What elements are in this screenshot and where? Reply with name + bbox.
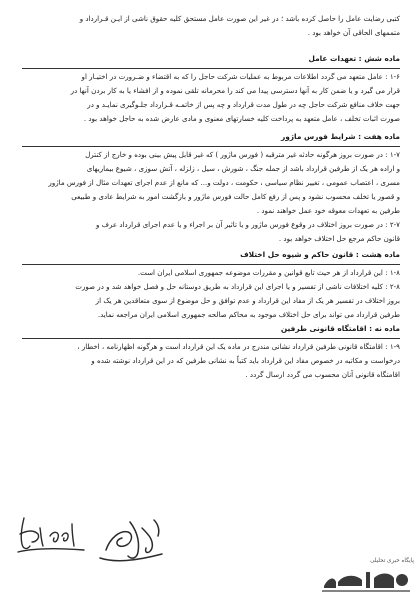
text-line: ۱-۸ : این قرارداد از هر حیث تابع قوانین و مقررات موضوعه جمهوری اسلامی ایران است.	[137, 268, 400, 277]
intro-paragraph	[22, 12, 400, 40]
text-line: طرفین به تعهدات معوقه خود عمل خواهند نمود .	[256, 206, 400, 215]
text-line: طرفین قرارداد می تواند برای حل اختلاف موجود به محاکم صالحه جمهوری اسلامی ایران مراجعه نماید.	[97, 310, 400, 319]
text-line: قانون حاکم مرجع حل اختلاف خواهد بود .	[278, 234, 400, 243]
text-line: ۱-۶ : عامل متعهد می گردد اطلاعات مربوط به عملیات شرکت حاجل را که به اقتضاء و ضـرورت در اختیـار او	[81, 72, 400, 81]
text-line: متممهای الحاقی آن خواهد بود .	[307, 28, 400, 37]
section-7-heading: ماده هفت : شرایط فورس ماژور	[22, 130, 400, 147]
section-9-heading: ماده نه : اقامتگاه قانونی طرفین	[22, 322, 400, 339]
text-line: ۱-۹ : اقامتگاه قانونی طرفین قرارداد نشانی مندرج در ماده یک این قرارداد است و هرگونه اظهارنامه ، اخطار ،	[77, 342, 400, 351]
text-line: ۲-۸ : کلیه اختلافات ناشی از تفسیر و یا اجرای این قرارداد به طریق دوستانه حل و فصل خواهد شد و در صورت	[75, 282, 400, 291]
text-line: ۱-۷ : در صورت بروز هرگونه حادثه غیر مترقبه ( فورس ماژور ) که غیر قابل پیش بینی بوده و خارج از کنترل	[85, 150, 400, 159]
section-6	[22, 52, 400, 126]
text-line: صورت اثبات تخلف ، عامل متعهد به پرداخت کلیه خسارتهای معنوی و مادی عارض شده به حاجل خواهد بود .	[83, 114, 400, 123]
text-line: و قصور یا تخلف محسوب نشود و پس از رفع کامل حالت فورس ماژور و بازگشت امور به شرایط عادی و طبیعی	[71, 192, 400, 201]
text-line: درخواست و مکاتبه در خصوص مفاد این قرارداد باید کتباً به نشانی طرفین که در این قرارداد نوشته شده و	[91, 356, 400, 365]
text-line: اقامتگاه قانونی آنان محسوب می گردد ارسال گردد .	[245, 370, 400, 379]
signature-left	[14, 512, 88, 556]
text-line: بروز اختلاف در تفسیر هر یک از مفاد این قرارداد و عدم توافق و حل موضوع از سوی متعاقدین هر یک از	[95, 296, 400, 305]
section-8	[22, 248, 400, 322]
section-7	[22, 130, 400, 246]
section-8-heading: ماده هشت : قانون حاکم و شیوه حل اختلاف	[22, 248, 400, 265]
text-line: مسری ، اعتصاب عمومی ، تغییر نظام سیاسی ، حکومت ، دولت و... که مانع از عدم اجرای تعهدات مثال از فورس ماژور	[48, 178, 400, 187]
text-line: و اراده هر یک از طرفین قرارداد باشد از جمله جنگ ، شورش ، سیل ، زلزله ، آتش سوزی ، شیوع بیماریهای	[86, 164, 400, 173]
section-6-heading: ماده شش : تعهدات عامل	[22, 52, 400, 69]
text-line: ۲-۷ : در صورت بروز اختلاف در وقوع فورس ماژور و یا تاثیر آن بر اجراء و یا عدم اجرای قرارداد عرف و	[95, 220, 400, 229]
text-line: کتبی رضایت عامل را حاصل کرده باشد ؛ در غیر این صورت عامل مستحق کلیه حقوق ناشی از ایـن قـرارداد و	[79, 14, 400, 23]
text-line: جهت خلاف منافع شرکت حاجل چه در طول مدت قرارداد و چه پس از خاتمـه قـرارداد جلـوگیری نمایـد و در	[87, 100, 400, 109]
signature-center	[92, 510, 172, 566]
watermark	[318, 556, 414, 596]
section-9	[22, 322, 400, 382]
text-line: قرار می گیرد و یا ضمن کار به آنها دسترسی پیدا می کند را محرمانه تلقی نموده و از افشاء یا به کار بردن آنها در	[70, 86, 400, 95]
watermark-text: پایگاه خبری تحلیلی	[370, 558, 414, 564]
